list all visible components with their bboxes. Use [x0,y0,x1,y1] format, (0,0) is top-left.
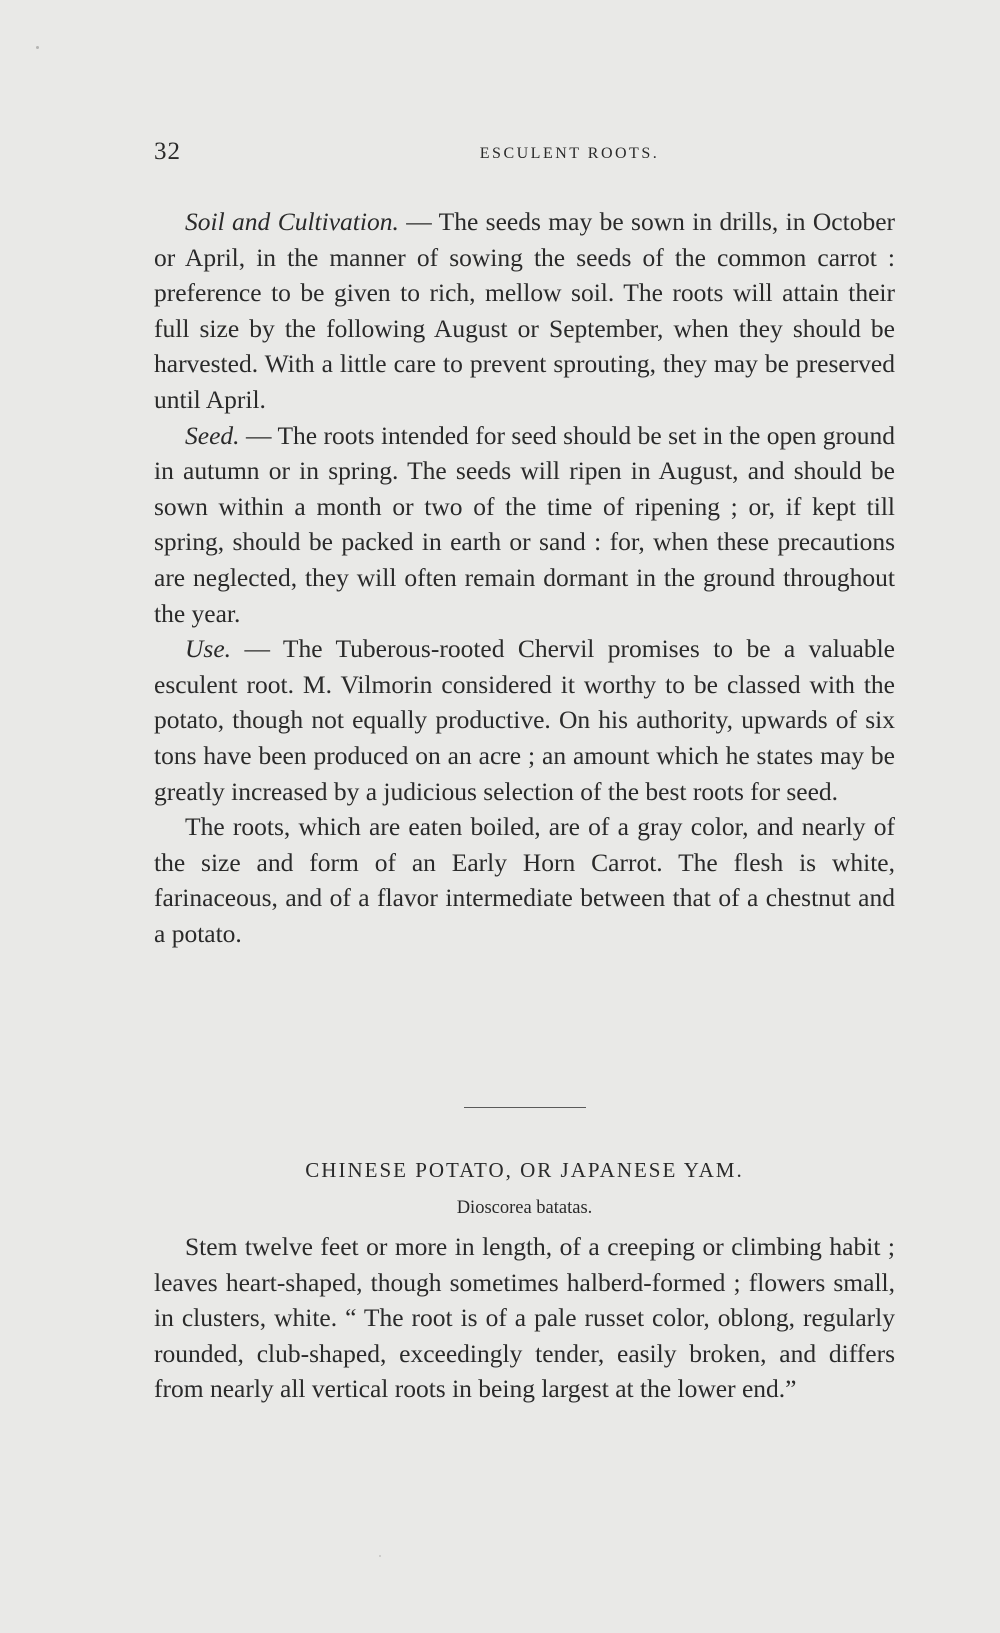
section-subtitle: Dioscorea batatas. [456,1198,593,1218]
paragraph-soil-cultivation [154,204,895,418]
page-header [154,134,895,170]
running-head: ESCULENT ROOTS. [479,145,660,162]
section-divider [464,1107,586,1108]
paragraph-label: Use. [185,634,232,664]
paragraph-label: Soil and Cultivation. [185,207,399,236]
paragraph-chinese-potato-description: Stem twelve feet or more in length, of a creeping or climbing habit ; leaves heart-shaped, though sometimes halberd-formed ; flowers small, in clusters, white. “ The root is of a pale russet color, oblong, regularly rounded, club-shaped, exceedingly tender, easily broken, and differs from nearly all vertical roots in being largest at the lower end.” [154,1232,895,1404]
paragraph-seed [154,418,895,632]
paper-speck [36,46,39,49]
section-title: CHINESE POTATO, OR JAPANESE YAM. [305,1158,744,1182]
paragraph-text: — The Tuberous-rooted Chervil promises to be a valuable esculent root. M. Vilmorin considered it worthy to be classed with the potato, though not equally productive. On his authority, upwards of six tons have been produced on an acre ; an amount which he states may be greatly increased by a judicious selection of the best roots for seed. [154,634,895,806]
paragraph-text: — The seeds may be sown in drills, in October or April, in the manner of sowing the seeds of the common carrot : preference to be given to rich, mellow soil. The roots will attain their full size by the following August or September, when they should be harvested. With a little care to prevent sprouting, they may be preserved until April. [154,207,896,414]
paragraph-text: The roots, which are eaten boiled, are of a gray color, and nearly of the size and form of an Early Horn Carrot. The flesh is white, farinaceous, and of a flavor intermediate between that of a chestnut and a potato. [154,812,895,948]
paragraph-label: Seed. [185,420,240,450]
paragraph-text: — The roots intended for seed should be set in the open ground in autumn or in spring. The seeds will ripen in August, and should be sown within a month or two of the time of ripening ; or, if kept till spring, should be packed in earth or sand : for, when these precautions are neglected, they will often remain dormant in the ground throughout the year. [154,420,895,628]
paragraph-roots-description [154,809,895,951]
page-number: 32 [154,138,181,165]
paper-speck [379,1555,381,1557]
section-chinese-potato [154,1229,895,1407]
paragraph-use [154,631,895,809]
section-tuberous-chervil [154,204,895,951]
